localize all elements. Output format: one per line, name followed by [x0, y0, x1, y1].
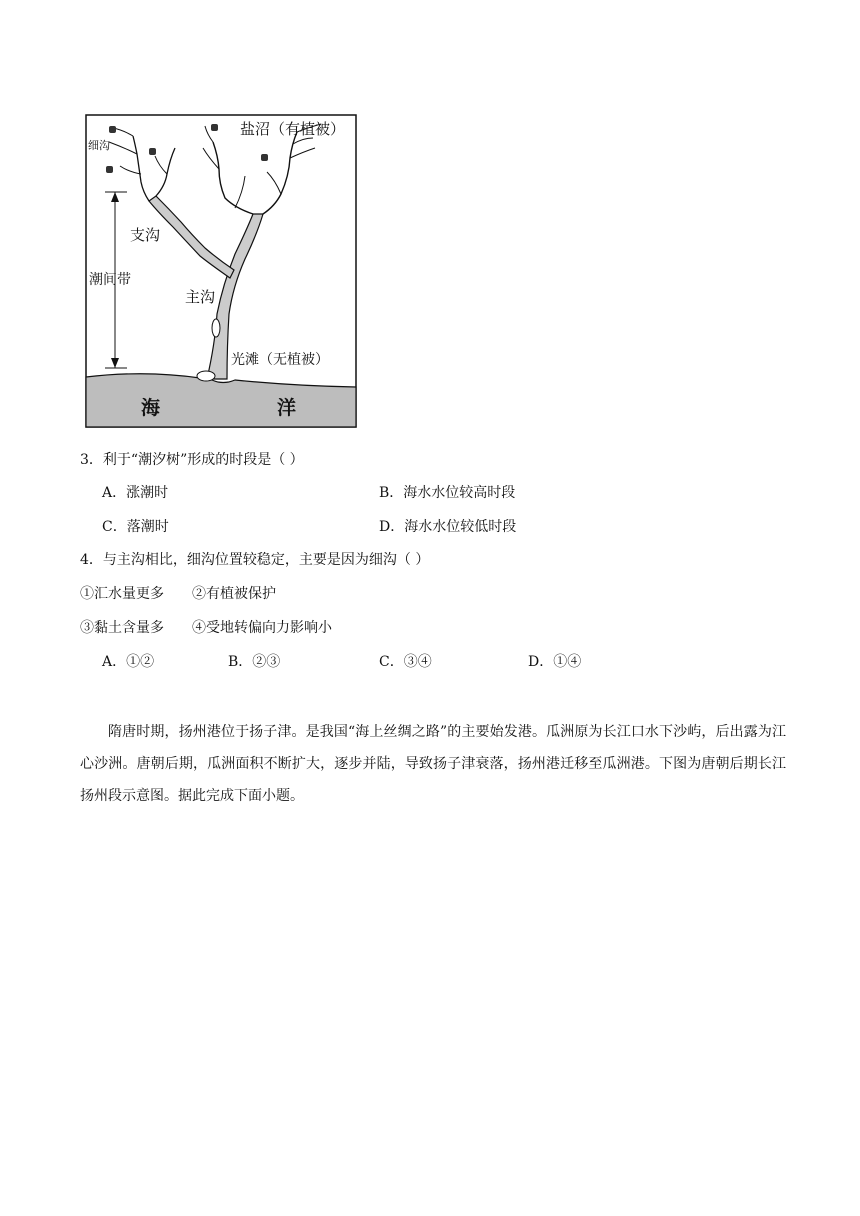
fine-channel-label: 细沟: [88, 139, 110, 152]
branch-channel-label: 支沟: [130, 226, 161, 244]
channel-bar: [197, 371, 215, 381]
reading-passage: 隋唐时期，扬州港位于扬子津。是我国“海上丝绸之路”的主要始发港。瓜洲原为长江口水下沙屿，后出露为江心沙洲。唐朝后期，瓜洲面积不断扩大，逐步并陆，导致扬子津衰落，扬州港迁移至瓜洲港。下图为唐朝后期长江扬州段示意图。据此完成下面小题。: [80, 724, 786, 804]
vegetation-symbol: [261, 154, 268, 161]
question-3-option-c: C．落潮时: [102, 519, 169, 535]
question-3-stem: 3．利于“潮汐树”形成的时段是（ ）: [80, 452, 304, 468]
tidal-creek-diagram: [85, 114, 357, 428]
intertidal-zone-label: 潮间带: [89, 272, 131, 288]
question-4-option-a: A．①②: [102, 654, 155, 670]
vegetation-symbol: [211, 124, 218, 131]
question-4-statements-3-4: ③黏土含量多 ④受地转偏向力影响小: [80, 620, 332, 636]
question-3-option-a: A．涨潮时: [102, 485, 169, 501]
question-4-stem: 4．与主沟相比，细沟位置较稳定，主要是因为细沟（ ）: [80, 552, 430, 568]
question-4-option-d: D．①④: [528, 654, 582, 670]
question-4-statements-1-2: ①汇水量更多 ②有植被保护: [80, 586, 276, 602]
vegetation-symbol: [106, 166, 113, 173]
main-channel-label: 主沟: [185, 288, 216, 306]
question-4-option-c: C．③④: [379, 654, 432, 670]
tidal-creek-svg: [85, 114, 357, 428]
channel-bar: [212, 319, 220, 337]
vegetation-symbol: [109, 126, 116, 133]
salt-marsh-label: 盐沼（有植被）: [240, 120, 346, 138]
sea-label-left: 海: [141, 397, 161, 419]
question-3-option-b: B．海水水位较高时段: [379, 485, 516, 501]
bare-flat-label: 光滩（无植被）: [231, 352, 329, 368]
question-3-option-d: D．海水水位较低时段: [379, 519, 517, 535]
vegetation-symbol: [149, 148, 156, 155]
sea-label-right: 洋: [277, 397, 297, 419]
question-4-option-b: B．②③: [228, 654, 281, 670]
